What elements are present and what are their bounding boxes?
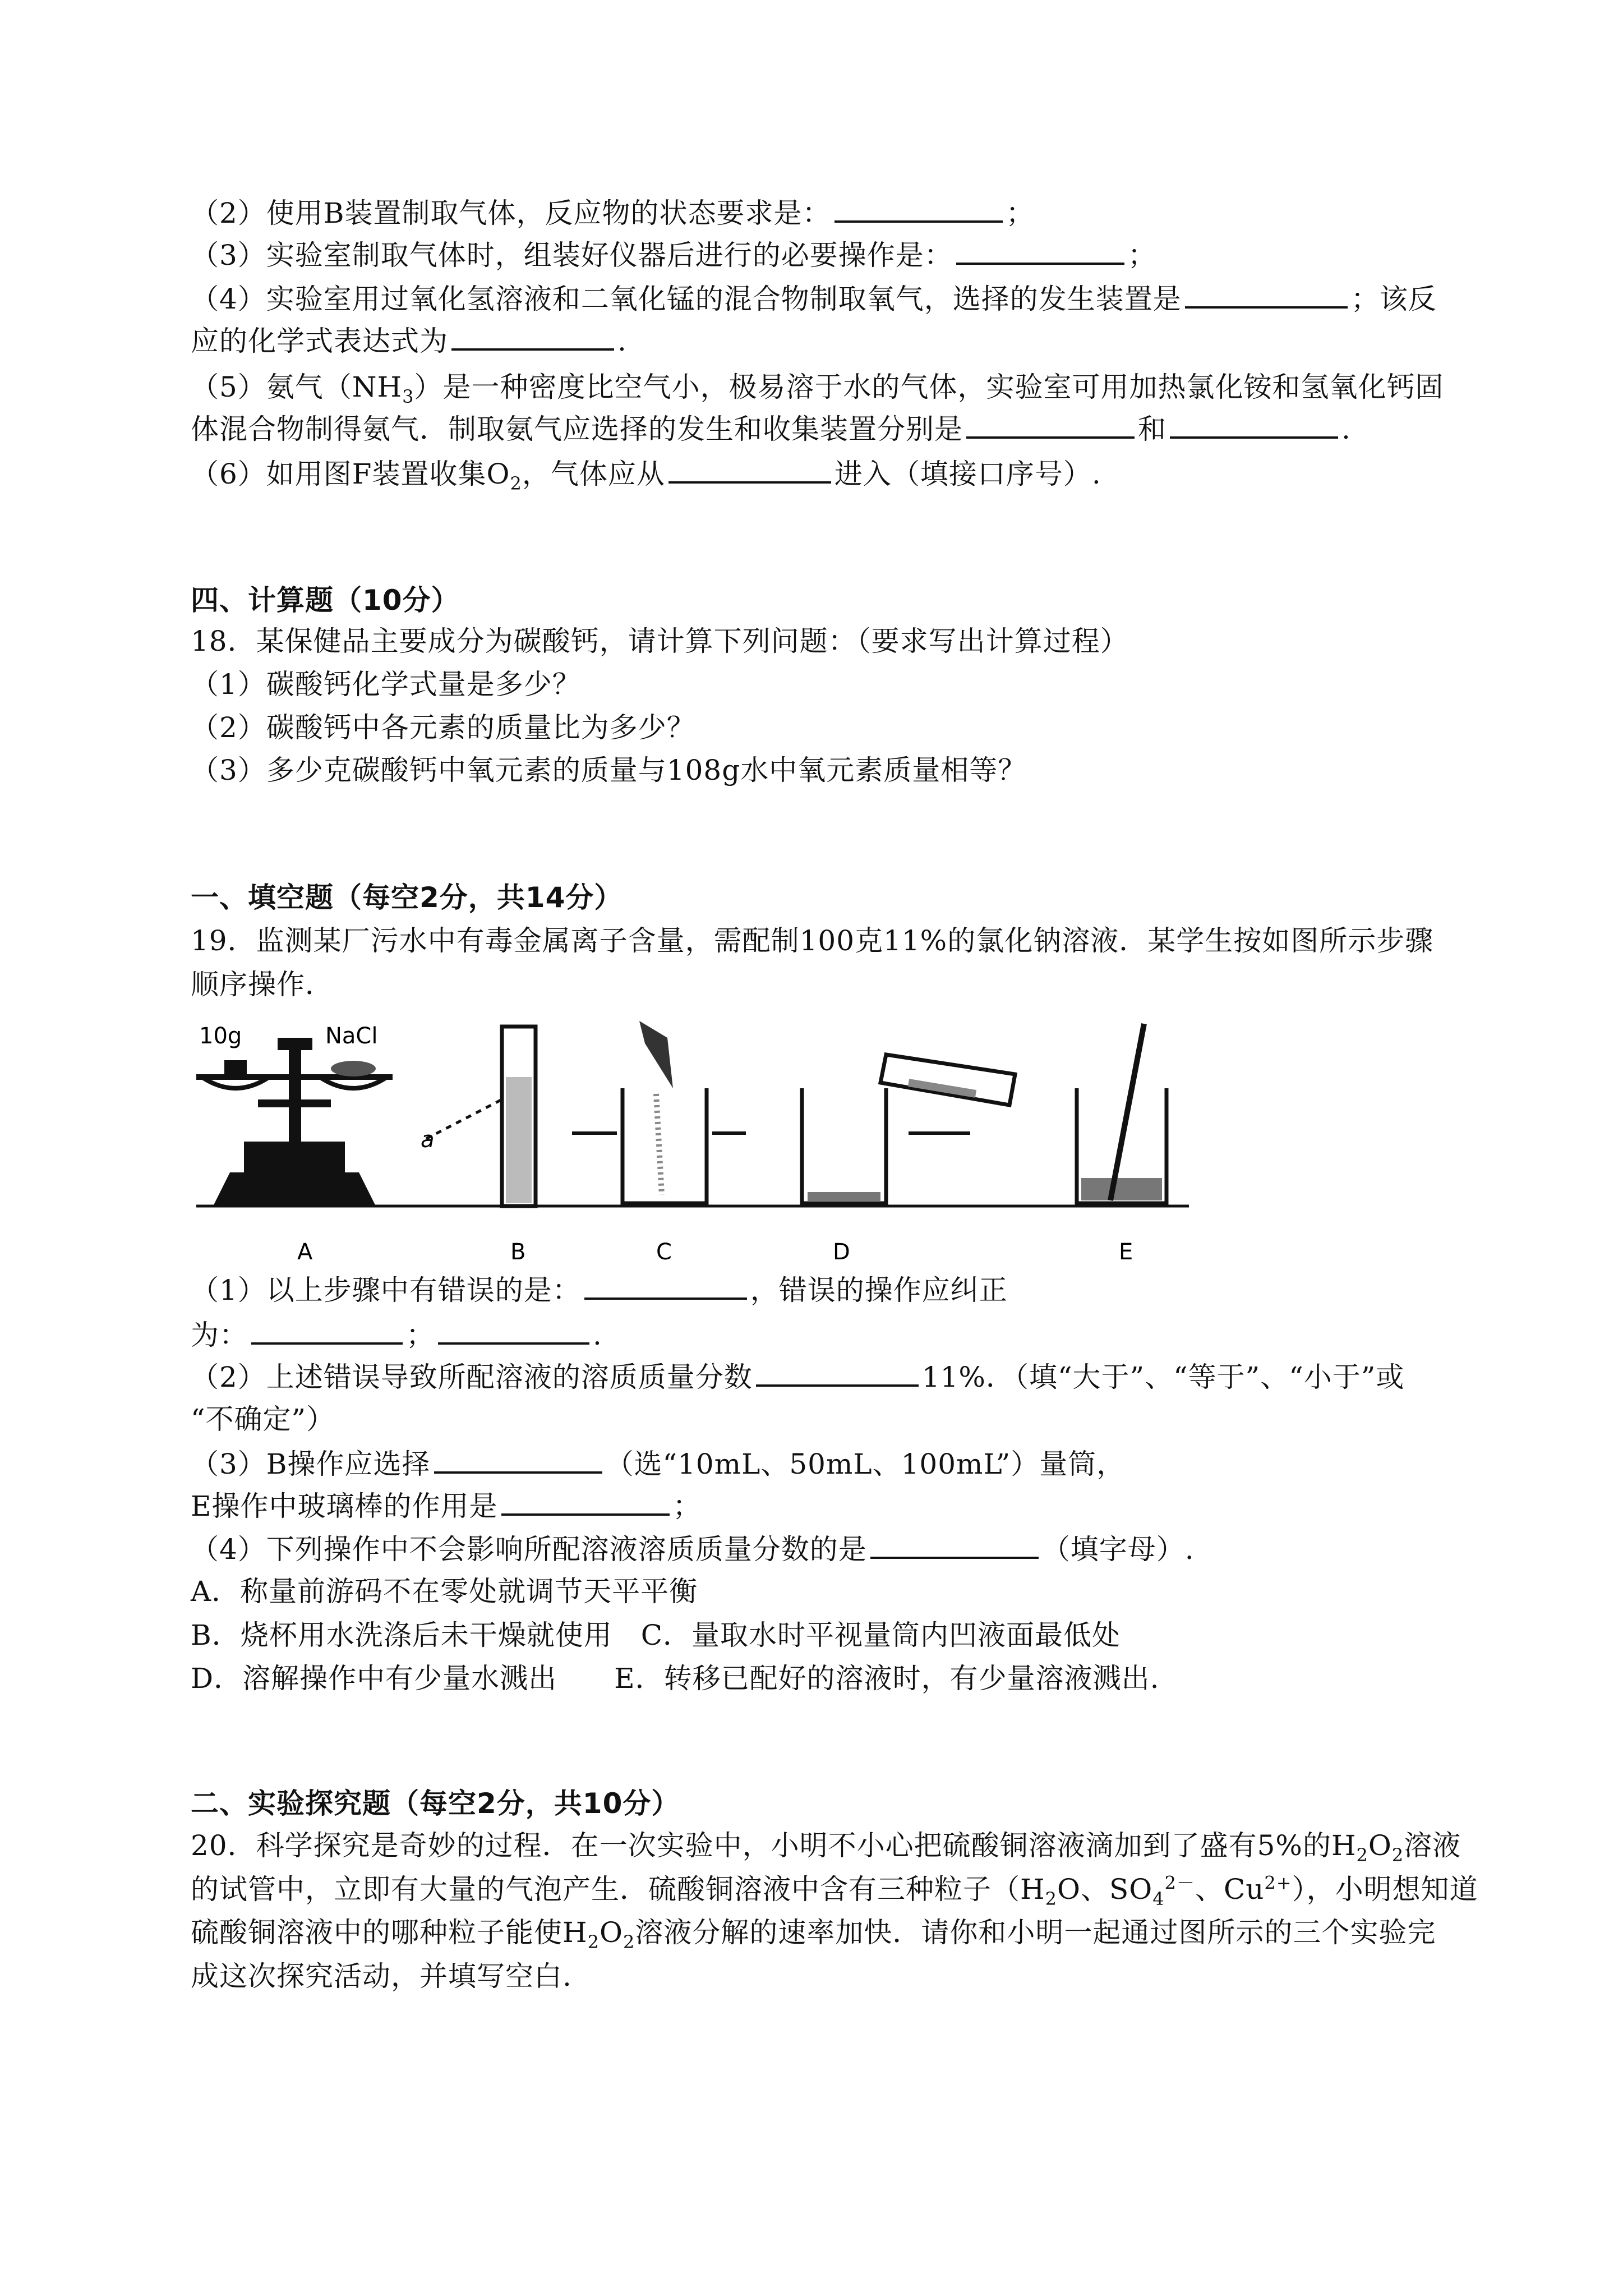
- weight-label: 10g: [199, 1023, 242, 1049]
- q19-line-2: 为： ； .: [191, 1319, 602, 1351]
- section-heading-experiment: 二、实验探究题（每空2分，共10分）: [191, 1787, 680, 1820]
- q20-line-4: 成这次探究活动，并填写空白.: [191, 1960, 572, 1993]
- nacl-label: NaCl: [325, 1023, 378, 1049]
- q19-stem-a: 19．监测某厂污水中有毒金属离子含量，需配制100克11%的氯化钠溶液．某学生按如图所示步骤: [191, 924, 1434, 957]
- q19-option-a: A．称量前游码不在零处就调节天平平衡: [191, 1575, 698, 1608]
- section-heading-fill: 一、填空题（每空2分，共14分）: [191, 881, 623, 914]
- q20-line-1: 20．科学探究是奇妙的过程．在一次实验中，小明不小心把硫酸铜溶液滴加到了盛有5%的$H_2O_2$溶液: [191, 1829, 1461, 1866]
- answer-blank[interactable]: [451, 324, 614, 351]
- step-label-e: E: [1119, 1239, 1133, 1265]
- q19-line-1: （1）以上步骤中有错误的是： ，错误的操作应纠正: [191, 1274, 1008, 1306]
- q19-option-de: D．溶解操作中有少量水溅出 E．转移已配好的溶液时，有少量溶液溅出.: [191, 1662, 1160, 1695]
- answer-blank[interactable]: [668, 457, 831, 484]
- beaker-c-icon: [572, 1021, 746, 1203]
- answer-blank[interactable]: [501, 1489, 670, 1516]
- answer-blank[interactable]: [1185, 282, 1348, 309]
- step-label-a: A: [297, 1239, 313, 1265]
- q17-line-2: （2）使用B装置制取气体，反应物的状态要求是： ；: [191, 197, 1035, 229]
- q17-line-4a: （4）实验室用过氧化氢溶液和二氧化锰的混合物制取氧气，选择的发生装置是 ；该反: [191, 283, 1437, 315]
- q18-sub-1: （1）碳酸钙化学式量是多少？: [191, 668, 581, 701]
- answer-blank[interactable]: [438, 1318, 589, 1345]
- q18-sub-2: （2）碳酸钙中各元素的质量比为多少？: [191, 711, 695, 744]
- answer-blank[interactable]: [966, 412, 1135, 439]
- q19-line-5: （3）B操作应选择 （选“10mL、50mL、100mL”）量筒，: [191, 1448, 1126, 1480]
- step-label-c: C: [656, 1239, 672, 1265]
- answer-blank[interactable]: [956, 238, 1124, 265]
- answer-blank[interactable]: [434, 1447, 602, 1474]
- answer-blank[interactable]: [584, 1273, 747, 1300]
- measuring-cylinder-icon: [426, 1027, 536, 1206]
- solution-prep-figure: [191, 1021, 1200, 1268]
- q19-line-4: “不确定”）: [191, 1403, 335, 1435]
- section-heading-calc: 四、计算题（10分）: [191, 584, 460, 616]
- beaker-e-icon: [1077, 1024, 1166, 1203]
- q20-line-2: 的试管中，立即有大量的气泡产生．硫酸铜溶液中含有三种粒子（$H_2O$、$SO_4^{2-}$、$Cu^{2+}$），小明想知道: [191, 1872, 1478, 1910]
- q18-stem: 18．某保健品主要成分为碳酸钙，请计算下列问题：（要求写出计算过程）: [191, 625, 1129, 657]
- answer-blank[interactable]: [834, 196, 1003, 223]
- step-label-d: D: [833, 1239, 850, 1265]
- q17-line-5b: 体混合物制得氨气．制取氨气应选择的发生和收集装置分别是 和 .: [191, 413, 1351, 445]
- answer-blank[interactable]: [756, 1360, 919, 1387]
- step-label-b: B: [510, 1239, 526, 1265]
- answer-blank[interactable]: [251, 1318, 403, 1345]
- q19-stem-b: 顺序操作．: [191, 968, 334, 1001]
- q17-line-5a: （5）氨气$(NH_3)$是一种密度比空气小，极易溶于水的气体，实验室可用加热氯化铵和氢氧化钙固: [191, 371, 1444, 407]
- q17-line-4b: 应的化学式表达式为 .: [191, 325, 627, 357]
- q19-line-7: （4）下列操作中不会影响所配溶液溶质质量分数的是 （填字母）.: [191, 1533, 1195, 1566]
- q19-option-bc: B．烧杯用水洗涤后未干燥就使用 C．量取水时平视量筒内凹液面最低处: [191, 1619, 1121, 1651]
- answer-blank[interactable]: [1170, 412, 1338, 439]
- q18-sub-3: （3）多少克碳酸钙中氧元素的质量与108g水中氧元素质量相等？: [191, 754, 1027, 786]
- q19-line-3: （2）上述错误导致所配溶液的溶质质量分数 11%．（填“大于”、“等于”、“小于”或: [191, 1361, 1405, 1393]
- q17-line-6: （6）如用图F装置收集$O_2$，气体应从 进入（填接口序号）.: [191, 458, 1101, 494]
- beaker-d-icon: [802, 1055, 1015, 1203]
- balance-icon: [196, 1038, 393, 1206]
- q19-line-6: E操作中玻璃棒的作用是 ；: [191, 1490, 702, 1522]
- answer-blank[interactable]: [870, 1532, 1039, 1559]
- q20-line-3: 硫酸铜溶液中的哪种粒子能使$H_2O_2$溶液分解的速率加快．请你和小明一起通过图所示的三个实验完: [191, 1916, 1436, 1953]
- eye-line-label: a: [421, 1127, 435, 1153]
- q17-line-3: （3）实验室制取气体时，组装好仪器后进行的必要操作是： ；: [191, 239, 1156, 272]
